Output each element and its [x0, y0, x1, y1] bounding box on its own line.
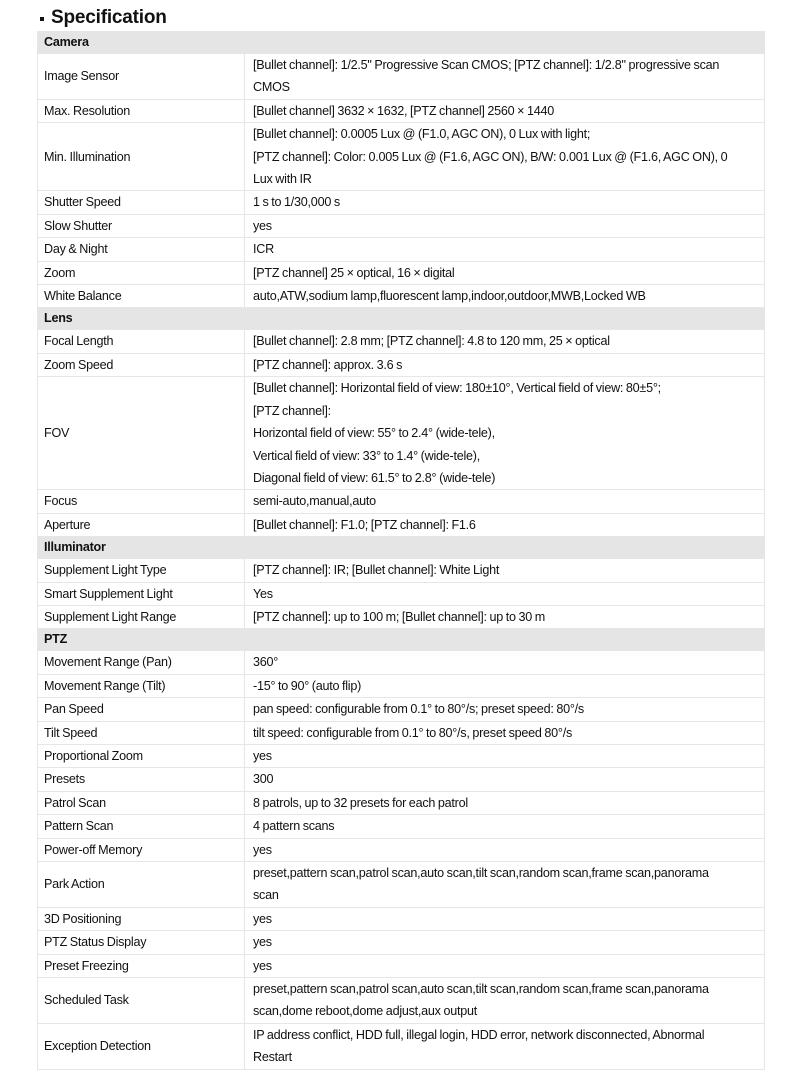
- spec-label: Shutter Speed: [38, 191, 245, 214]
- spec-value: [245, 838, 765, 861]
- spec-value: [245, 54, 765, 100]
- table-row: [38, 214, 765, 237]
- bullet-square-icon: [40, 17, 44, 21]
- spec-value: [245, 651, 765, 674]
- spec-value: [245, 698, 765, 721]
- table-row: [38, 862, 765, 908]
- spec-value-line: yes: [253, 911, 272, 926]
- spec-value: [245, 931, 765, 954]
- spec-value-line: 360°: [253, 655, 279, 670]
- spec-value-line: preset,pattern scan,patrol scan,auto scan,tilt scan,random scan,frame scan,panorama: [253, 982, 709, 997]
- section-header-row: [38, 32, 765, 54]
- spec-label: Exception Detection: [38, 1023, 245, 1069]
- table-row: [38, 978, 765, 1024]
- spec-value-line: [PTZ channel] 25 × optical, 16 × digital: [253, 265, 455, 280]
- spec-value-line: [PTZ channel]: IR; [Bullet channel]: White Light: [253, 563, 500, 578]
- spec-label: Proportional Zoom: [38, 744, 245, 767]
- spec-value: [245, 99, 765, 122]
- spec-label: White Balance: [38, 285, 245, 308]
- spec-value-line: preset,pattern scan,patrol scan,auto scan,tilt scan,random scan,frame scan,panorama: [253, 866, 709, 880]
- table-row: [38, 377, 765, 490]
- table-row: [38, 674, 765, 697]
- table-row: [38, 330, 765, 353]
- spec-value-line: pan speed: configurable from 0.1° to 80°/s; preset speed: 80°/s: [253, 702, 584, 717]
- table-row: [38, 698, 765, 721]
- section-title: Lens: [38, 308, 765, 330]
- spec-value-line: [PTZ channel]: up to 100 m; [Bullet channel]: up to 30 m: [253, 609, 546, 624]
- spec-label: Preset Freezing: [38, 954, 245, 977]
- spec-label: Supplement Light Range: [38, 605, 245, 628]
- spec-value: [245, 954, 765, 977]
- spec-value: [245, 907, 765, 930]
- spec-label: Power-off Memory: [38, 838, 245, 861]
- spec-value-line: [PTZ channel]:: [253, 403, 331, 418]
- spec-value-line: Restart: [253, 1050, 292, 1065]
- spec-value-line: CMOS: [253, 80, 290, 95]
- spec-value: [245, 261, 765, 284]
- spec-label: Zoom Speed: [38, 353, 245, 376]
- spec-value: [245, 513, 765, 536]
- spec-value: [245, 214, 765, 237]
- spec-value: [245, 353, 765, 376]
- table-row: [38, 490, 765, 513]
- table-row: [38, 744, 765, 767]
- spec-label: Tilt Speed: [38, 721, 245, 744]
- table-row: [38, 1023, 765, 1069]
- spec-value-line: [Bullet channel]: 0.0005 Lux @ (F1.0, AGC ON), 0 Lux with light;: [253, 127, 591, 142]
- table-row: [38, 651, 765, 674]
- table-row: [38, 907, 765, 930]
- table-row: [38, 582, 765, 605]
- spec-value-line: [Bullet channel]: 1/2.5" Progressive Scan CMOS; [PTZ channel]: 1/2.8" progressive scan: [253, 58, 720, 72]
- spec-value: [245, 721, 765, 744]
- spec-value-line: tilt speed: configurable from 0.1° to 80°/s, preset speed 80°/s: [253, 725, 572, 740]
- spec-value-line: 8 patrols, up to 32 presets for each patrol: [253, 795, 468, 810]
- spec-value: [245, 791, 765, 814]
- spec-value-line: 1 s to 1/30,000 s: [253, 195, 340, 210]
- spec-label: Movement Range (Pan): [38, 651, 245, 674]
- page-title-text: Specification: [51, 7, 167, 28]
- spec-value-line: yes: [253, 958, 272, 973]
- spec-value-line: Vertical field of view: 33° to 1.4° (wide-tele),: [253, 448, 480, 463]
- spec-value-line: -15° to 90° (auto flip): [253, 678, 362, 693]
- spec-value: [245, 191, 765, 214]
- table-row: [38, 238, 765, 261]
- table-row: [38, 559, 765, 582]
- spec-value-line: [Bullet channel]: F1.0; [PTZ channel]: F1.6: [253, 517, 476, 532]
- spec-label: Pattern Scan: [38, 815, 245, 838]
- spec-label: Smart Supplement Light: [38, 582, 245, 605]
- section-title: Camera: [38, 32, 765, 54]
- spec-label: Pan Speed: [38, 698, 245, 721]
- spec-value: [245, 330, 765, 353]
- spec-label: Focal Length: [38, 330, 245, 353]
- section-title: PTZ: [38, 629, 765, 651]
- spec-value: [245, 605, 765, 628]
- spec-label: FOV: [38, 377, 245, 490]
- spec-value: [245, 559, 765, 582]
- spec-label: Patrol Scan: [38, 791, 245, 814]
- spec-label: Supplement Light Type: [38, 559, 245, 582]
- spec-value-line: scan: [253, 888, 279, 903]
- spec-value: [245, 862, 765, 908]
- table-row: [38, 954, 765, 977]
- spec-label: PTZ Status Display: [38, 931, 245, 954]
- spec-value-line: semi-auto,manual,auto: [253, 494, 376, 509]
- spec-label: Focus: [38, 490, 245, 513]
- spec-label: Day & Night: [38, 238, 245, 261]
- spec-value: [245, 490, 765, 513]
- spec-label: Zoom: [38, 261, 245, 284]
- spec-value-line: [PTZ channel]: Color: 0.005 Lux @ (F1.6, AGC ON), B/W: 0.001 Lux @ (F1.6, AGC ON), 0: [253, 149, 728, 164]
- spec-value: [245, 285, 765, 308]
- spec-value-line: Yes: [253, 586, 273, 601]
- spec-label: Scheduled Task: [38, 978, 245, 1024]
- spec-value-line: [Bullet channel]: Horizontal field of view: 180±10°, Vertical field of view: 80±5°;: [253, 381, 661, 396]
- specification-table: [37, 31, 765, 1070]
- spec-value-line: [PTZ channel]: approx. 3.6 s: [253, 357, 403, 372]
- spec-value-line: yes: [253, 935, 272, 950]
- spec-value-line: yes: [253, 218, 272, 233]
- table-row: [38, 353, 765, 376]
- spec-value-line: yes: [253, 842, 272, 857]
- spec-value: [245, 978, 765, 1024]
- page-title: [40, 7, 167, 29]
- section-header-row: [38, 537, 765, 559]
- spec-value-line: [Bullet channel]: 2.8 mm; [PTZ channel]: 4.8 to 120 mm, 25 × optical: [253, 334, 610, 349]
- spec-value-line: 300: [253, 772, 274, 787]
- spec-value: [245, 815, 765, 838]
- spec-value: [245, 377, 765, 490]
- spec-value-line: 4 pattern scans: [253, 819, 335, 834]
- table-row: [38, 123, 765, 191]
- spec-label: Image Sensor: [38, 54, 245, 100]
- spec-label: Min. Illumination: [38, 123, 245, 191]
- table-row: [38, 815, 765, 838]
- table-row: [38, 721, 765, 744]
- spec-value-line: auto,ATW,sodium lamp,fluorescent lamp,indoor,outdoor,MWB,Locked WB: [253, 289, 646, 304]
- spec-label: Max. Resolution: [38, 99, 245, 122]
- spec-value-line: Lux with IR: [253, 172, 312, 187]
- spec-label: Aperture: [38, 513, 245, 536]
- section-header-row: [38, 629, 765, 651]
- spec-label: Movement Range (Tilt): [38, 674, 245, 697]
- table-row: [38, 99, 765, 122]
- spec-value: [245, 582, 765, 605]
- table-row: [38, 768, 765, 791]
- spec-value: [245, 744, 765, 767]
- table-row: [38, 54, 765, 100]
- spec-value-line: yes: [253, 748, 272, 763]
- spec-value-line: [Bullet channel] 3632 × 1632, [PTZ channel] 2560 × 1440: [253, 103, 555, 118]
- spec-label: Presets: [38, 768, 245, 791]
- spec-value-line: Diagonal field of view: 61.5° to 2.8° (wide-tele): [253, 470, 496, 485]
- table-row: [38, 605, 765, 628]
- table-row: [38, 791, 765, 814]
- section-title: Illuminator: [38, 537, 765, 559]
- spec-value: [245, 123, 765, 191]
- spec-value: [245, 1023, 765, 1069]
- spec-label: Slow Shutter: [38, 214, 245, 237]
- table-row: [38, 931, 765, 954]
- spec-value-line: ICR: [253, 242, 274, 257]
- table-row: [38, 285, 765, 308]
- spec-value-line: IP address conflict, HDD full, illegal login, HDD error, network disconnected, Abnormal: [253, 1027, 705, 1042]
- spec-value-line: Horizontal field of view: 55° to 2.4° (wide-tele),: [253, 426, 495, 441]
- section-header-row: [38, 308, 765, 330]
- table-row: [38, 513, 765, 536]
- spec-label: Park Action: [38, 862, 245, 908]
- table-row: [38, 191, 765, 214]
- spec-label: 3D Positioning: [38, 907, 245, 930]
- spec-value: [245, 674, 765, 697]
- spec-value-line: scan,dome reboot,dome adjust,aux output: [253, 1004, 477, 1019]
- specification-table-body: [38, 32, 765, 1070]
- spec-value: [245, 768, 765, 791]
- table-row: [38, 838, 765, 861]
- table-row: [38, 261, 765, 284]
- spec-value: [245, 238, 765, 261]
